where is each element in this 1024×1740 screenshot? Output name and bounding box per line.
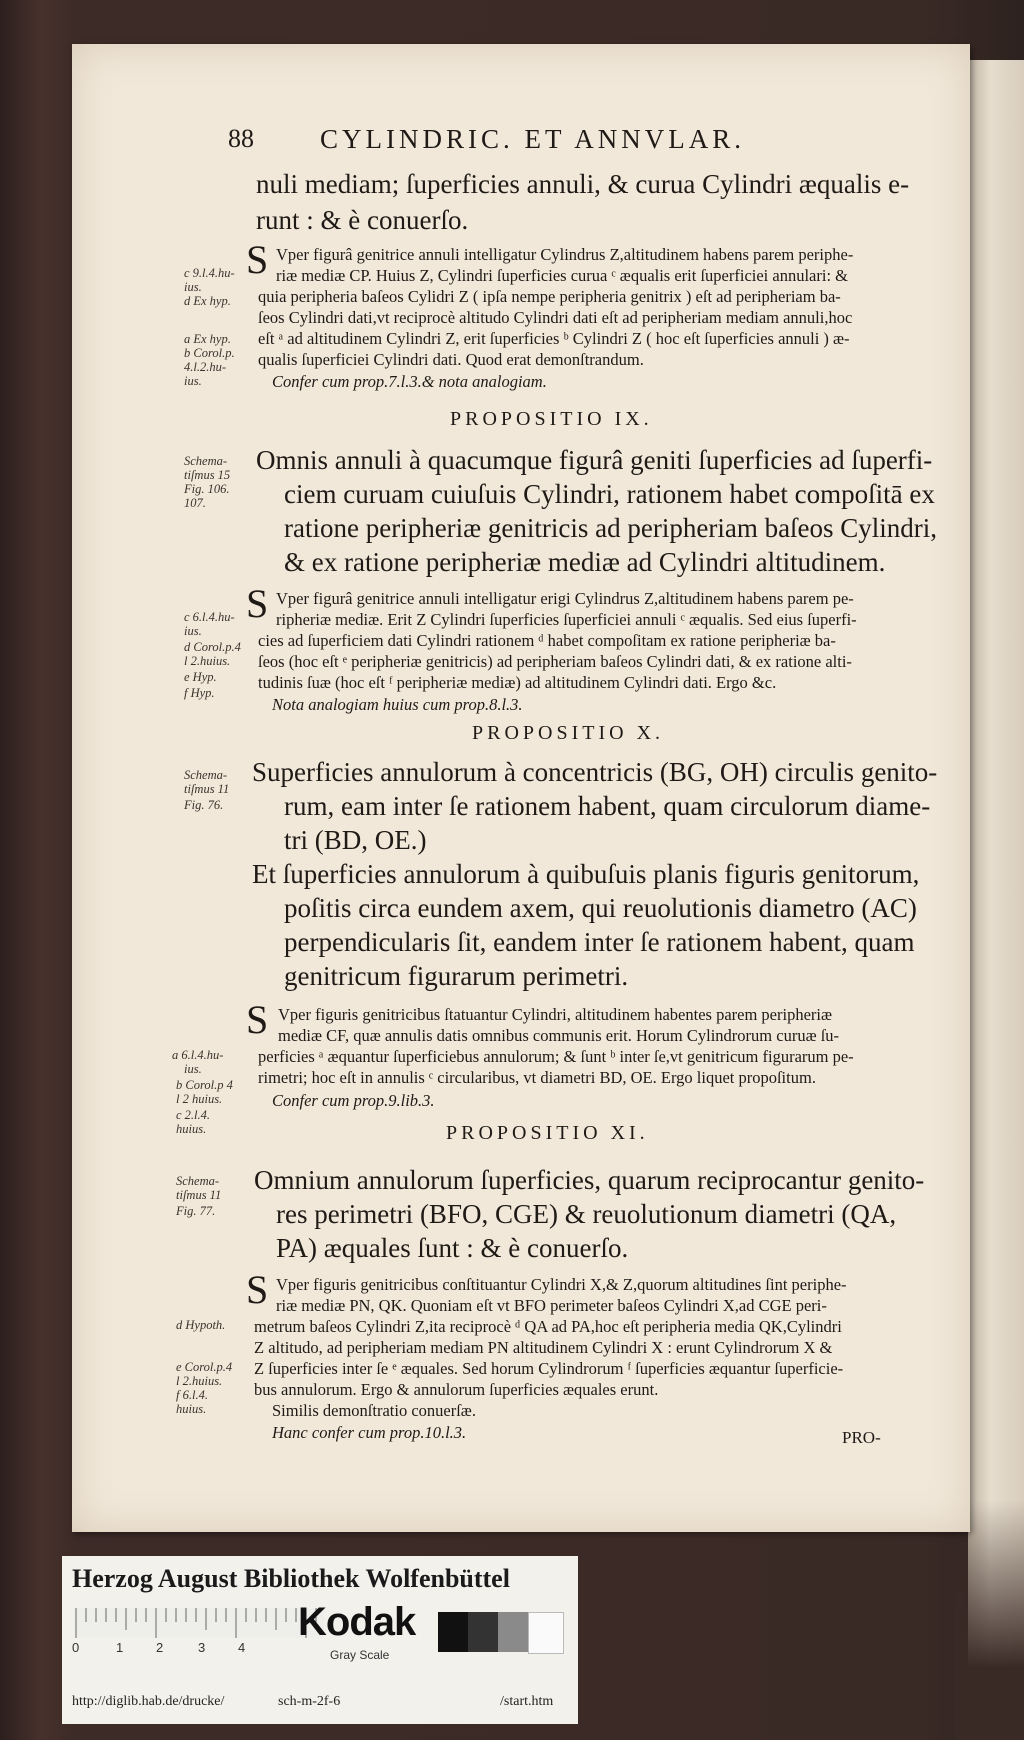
text-line: genitricum figurarum perimetri.: [284, 961, 629, 991]
binding-shadow: [955, 1500, 1024, 1740]
margin-note: d Corol.p.4: [184, 640, 241, 654]
url-part: sch-m-2f-6: [278, 1694, 341, 1709]
margin-note: f 6.l.4.: [176, 1388, 208, 1402]
margin-note: Fig. 77.: [176, 1204, 216, 1218]
text-line: ſeos (hoc eſt ᵉ peripheriæ genitricis) ad peripheriam baſeos Cylindri dati, & ex ratione alti-: [258, 652, 852, 671]
text-line: & ex ratione peripheriæ mediæ ad Cylindri altitudinem.: [284, 547, 886, 577]
text-line: perpendicularis ſit, eandem inter ſe rationem habent, quam: [284, 927, 915, 957]
text-line: rum, eam inter ſe rationem habent, quam circulorum diame-: [284, 791, 931, 821]
margin-note: 4.l.2.hu-: [184, 360, 227, 374]
margin-note: b Corol.p 4: [176, 1078, 233, 1092]
text-line: bus annulorum. Ergo & annulorum ſuperficies æquales erunt.: [254, 1380, 659, 1399]
running-title: CYLINDRIC. ET ANNVLAR.: [320, 124, 745, 154]
text-line: Vper figurâ genitrice annuli intelligatur erigi Cylindrus Z,altitudinem habens parem pe-: [276, 589, 854, 608]
margin-note: c 2.l.4.: [176, 1108, 211, 1122]
library-label: [62, 1556, 578, 1724]
margin-note: 107.: [184, 496, 206, 510]
margin-note: c 6.l.4.hu-: [184, 610, 235, 624]
margin-note: Fig. 76.: [184, 798, 224, 812]
text-line: Superficies annulorum à concentricis (BG, OH) circulis genito-: [252, 757, 938, 787]
gray-swatch-mid: [498, 1612, 528, 1652]
margin-note: l 2.huius.: [184, 654, 231, 668]
text-line: Z altitudo, ad peripheriam mediam PN altitudinem Cylindri X : erunt Cylindrorum X &: [254, 1338, 833, 1357]
margin-note: Schema-: [184, 454, 228, 468]
text-line: Vper figurâ genitrice annuli intelligatur Cylindrus Z,altitudinem habens parem periphe-: [276, 245, 854, 264]
kodak-logo: Kodak: [298, 1600, 416, 1644]
text-line: ſeos Cylindri dati,vt reciprocè altitudo Cylindri dati eſt ad peripheriam mediam annuli,hoc: [258, 308, 853, 327]
text-line: res perimetri (BFO, CGE) & reuolutionum diametri (QA,: [276, 1199, 897, 1229]
ruler-scale: [74, 1608, 324, 1638]
text-line: perficies ᵃ æquantur ſuperficiebus annulorum; & ſunt ᵇ inter ſe,vt genitricum figurarum pe-: [258, 1047, 854, 1066]
text-line: cies ad ſuperficiem dati Cylindri rationem ᵈ habet compoſitam ex ratione peripheriæ ba-: [258, 631, 836, 650]
ruler-number: 2: [156, 1640, 164, 1655]
text-line: poſitis circa eundem axem, qui reuolutionis diametro (AC): [284, 893, 917, 923]
margin-note: f Hyp.: [184, 686, 215, 700]
text-line: ripheriæ mediæ. Erit Z Cylindri ſuperficies ſuperficiei annuli ᶜ æqualis. Sed eius ſuperfi-: [276, 610, 857, 629]
margin-note: a 6.l.4.hu-: [172, 1048, 224, 1062]
text-line: Similis demonſtratio conuerſæ.: [272, 1401, 476, 1420]
gray-swatch-dark: [468, 1612, 498, 1652]
text-line: tudinis ſuæ (hoc eſt ᶠ peripheriæ mediæ) ad altitudinem Cylindri dati. Ergo &c.: [258, 673, 777, 692]
margin-note: huius.: [176, 1402, 207, 1416]
nota-note: Nota analogiam huius cum prop.8.l.3.: [272, 695, 523, 714]
drop-cap: S: [246, 997, 269, 1042]
margin-note: l 2.huius.: [176, 1374, 223, 1388]
margin-note: e Corol.p.4: [176, 1360, 233, 1374]
book-page: [72, 44, 970, 1532]
ruler-number: 1: [116, 1640, 124, 1655]
text-line: riæ mediæ CP. Huius Z, Cylindri ſuperficies curua ᶜ æqualis erit ſuperficiei annulari: &: [276, 266, 848, 285]
margin-note: tiſmus 11: [176, 1188, 222, 1202]
page-number: 88: [228, 124, 254, 153]
catchword: PRO-: [842, 1428, 881, 1447]
text-line: Omnis annuli à quacumque figurâ geniti ſuperficies ad ſuperfi-: [256, 445, 933, 475]
drop-cap: S: [246, 581, 269, 626]
url-part: http://diglib.hab.de/drucke/: [72, 1694, 225, 1709]
text-line: qualis ſuperficiei Cylindri dati. Quod erat demonſtrandum.: [258, 350, 644, 369]
text-line: Vper figuris genitricibus conſtituantur Cylindri X,& Z,quorum altitudines ſint periphe-: [276, 1275, 847, 1294]
confer-note: Confer cum prop.7.l.3.& nota analogiam.: [272, 372, 547, 391]
text-line: ciem curuam cuiuſuis Cylindri, rationem habet compoſitā ex: [284, 479, 935, 509]
text-line: quia peripheria baſeos Cylidri Z ( ipſa nempe peripheria genitrix ) eſt ad peripheriam ba-: [258, 287, 841, 306]
text-line: Z ſuperficies inter ſe ᵉ æquales. Sed horum Cylindrorum ᶠ ſuperficies æquantur ſuperficie-: [254, 1359, 844, 1378]
proposition-heading: PROPOSITIO X.: [472, 722, 665, 744]
text-line: Et ſuperficies annulorum à quibuſuis planis figuris genitorum,: [252, 859, 920, 889]
text-line: Omnium annulorum ſuperficies, quarum reciprocantur genito-: [254, 1165, 925, 1195]
ruler-number: 4: [238, 1640, 246, 1655]
margin-note: e Hyp.: [184, 670, 217, 684]
ruler-number: 3: [198, 1640, 206, 1655]
margin-note: Schema-: [184, 768, 228, 782]
confer-note: Confer cum prop.9.lib.3.: [272, 1091, 435, 1110]
facing-page-edge: [968, 60, 1024, 1740]
text-line: mediæ CF, quæ annulis datis omnibus communis erit. Horum Cylindrorum curuæ ſu-: [278, 1026, 840, 1045]
text-line: PA) æquales ſunt : & è conuerſo.: [276, 1233, 629, 1263]
margin-note: b Corol.p.: [184, 346, 235, 360]
margin-note: ius.: [184, 624, 202, 638]
margin-note: c 9.l.4.hu-: [184, 266, 235, 280]
margin-note: Schema-: [176, 1174, 220, 1188]
text-line: ratione peripheriæ genitricis ad peripheriam baſeos Cylindri,: [284, 513, 938, 543]
library-name: Herzog August Bibliothek Wolfenbüttel: [72, 1564, 510, 1593]
proposition-heading: PROPOSITIO IX.: [450, 408, 653, 430]
proposition-heading: PROPOSITIO XI.: [446, 1122, 649, 1144]
margin-note: ius.: [184, 374, 202, 388]
gray-swatch-black: [438, 1612, 468, 1652]
margin-note: d Ex hyp.: [184, 294, 231, 308]
margin-note: l 2 huius.: [176, 1092, 223, 1106]
gray-swatch-white: [528, 1612, 564, 1654]
drop-cap: S: [246, 237, 269, 282]
margin-note: huius.: [176, 1122, 207, 1136]
text-line: riæ mediæ PN, QK. Quoniam eſt vt BFO perimeter baſeos Cylindri X,ad CGE peri-: [276, 1296, 827, 1315]
confer-note: Hanc confer cum prop.10.l.3.: [272, 1423, 467, 1442]
margin-note: ius.: [184, 1062, 202, 1076]
text-line: nuli mediam; ſuperficies annuli, & curua Cylindri æqualis e-: [256, 169, 910, 199]
ruler-number: 0: [72, 1640, 80, 1655]
gray-scale-label: Gray Scale: [330, 1648, 390, 1662]
text-line: tri (BD, OE.): [284, 825, 427, 855]
url-part: /start.htm: [500, 1694, 554, 1709]
margin-note: d Hypoth.: [176, 1318, 226, 1332]
text-line: runt : & è conuerſo.: [256, 205, 469, 235]
margin-note: ius.: [184, 280, 202, 294]
margin-note: tiſmus 11: [184, 782, 230, 796]
text-line: Vper figuris genitricibus ſtatuantur Cylindri, altitudinem habentes parem peripheriæ: [278, 1005, 832, 1024]
margin-note: tiſmus 15: [184, 468, 231, 482]
text-line: rimetri; hoc eſt in annulis ᶜ circularibus, vt diametri BD, OE. Ergo liquet propoſitum.: [258, 1068, 816, 1087]
drop-cap: S: [246, 1267, 269, 1312]
text-line: eſt ᵃ ad altitudinem Cylindri Z, erit ſuperficies ᵇ Cylindri Z ( hoc eſt ſuperficies annuli ) æ-: [258, 329, 850, 348]
margin-note: a Ex hyp.: [184, 332, 231, 346]
margin-note: Fig. 106.: [184, 482, 230, 496]
text-line: metrum baſeos Cylindri Z,ita reciprocè ᵈ QA ad PA,hoc eſt peripheria media QK,Cylindri: [254, 1317, 842, 1336]
